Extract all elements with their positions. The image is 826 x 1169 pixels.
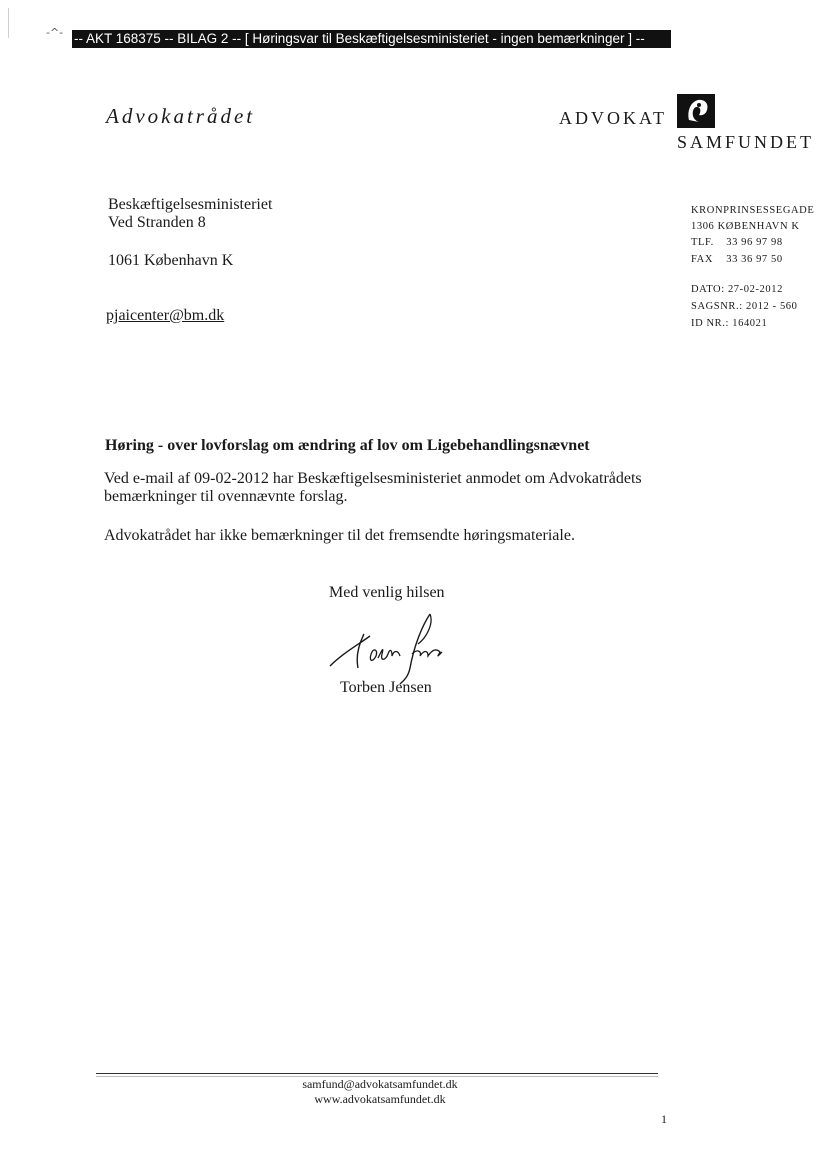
logo-text-advokat: ADVOKAT bbox=[559, 108, 667, 128]
sender-street: KRONPRINSESSEGADE bbox=[691, 205, 815, 216]
case-stamp-banner: -- AKT 168375 -- BILAG 2 -- [ Høringsvar til Beskæftigelsesministeriet - ingen bemærkninger ] -- bbox=[72, 30, 671, 48]
handwritten-signature bbox=[322, 606, 452, 686]
phone-label: TLF. bbox=[691, 237, 714, 248]
fax-label: FAX bbox=[691, 254, 714, 265]
margin-mark: -^- bbox=[46, 26, 64, 39]
closing-greeting: Med venlig hilsen bbox=[329, 584, 445, 601]
recipient-name: Beskæftigelsesministeriet bbox=[108, 196, 273, 213]
sender-fax bbox=[691, 254, 783, 265]
footer-email[interactable]: samfund@advokatsamfundet.dk bbox=[302, 1077, 458, 1091]
case-number: SAGSNR.: 2012 - 560 bbox=[691, 301, 798, 312]
recipient-street: Ved Stranden 8 bbox=[108, 214, 206, 231]
page-number: 1 bbox=[661, 1112, 667, 1126]
footer-website[interactable]: www.advokatsamfundet.dk bbox=[314, 1092, 446, 1106]
letter-date: DATO: 27-02-2012 bbox=[691, 284, 783, 295]
body-paragraph-2: Advokatrådet har ikke bemærkninger til det fremsendte høringsmateriale. bbox=[104, 527, 575, 544]
scan-margin-line bbox=[8, 8, 9, 38]
sender-city: 1306 KØBENHAVN K bbox=[691, 221, 800, 232]
footer-divider bbox=[96, 1073, 658, 1074]
letter-subject: Høring - over lovforslag om ændring af lov om Ligebehandlingsnævnet bbox=[105, 437, 590, 454]
logo-emblem-icon bbox=[677, 94, 715, 128]
letterhead-title: Advokatrådet bbox=[106, 104, 256, 128]
sender-phone bbox=[691, 237, 783, 248]
phone-value: 33 96 97 98 bbox=[726, 237, 783, 248]
signer-name: Torben Jensen bbox=[340, 679, 432, 696]
fax-value: 33 36 97 50 bbox=[726, 254, 783, 265]
logo-text-samfundet: SAMFUNDET bbox=[677, 132, 815, 152]
recipient-email-link[interactable]: pjaicenter@bm.dk bbox=[106, 307, 225, 324]
recipient-city: 1061 København K bbox=[108, 252, 234, 269]
body-paragraph-1: Ved e-mail af 09-02-2012 har Beskæftigelsesministeriet anmodet om Advokatrådets bemærkninger til ovennævnte forslag. bbox=[104, 470, 642, 505]
id-number: ID NR.: 164021 bbox=[691, 318, 768, 329]
